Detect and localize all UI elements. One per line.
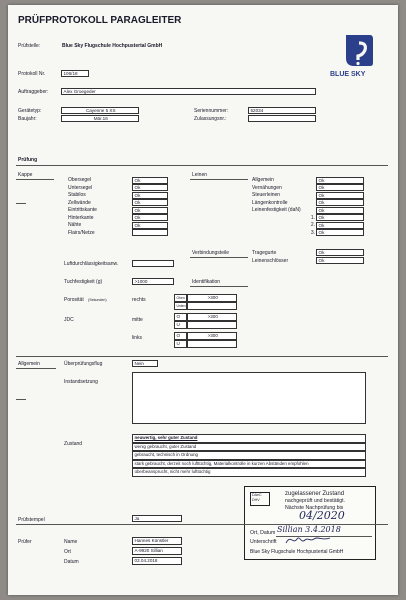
stamp-line-2: nachgeprüft und bestätigt. <box>285 498 345 504</box>
zustand-option: gebraucht, technisch in Ordnung <box>132 451 366 460</box>
mitte-label: mitte <box>132 317 143 323</box>
stamp-footer: Blue Sky Flugschule Hochpustertal GmbH <box>250 549 344 555</box>
kappe-item-value <box>132 229 168 236</box>
margin-mark <box>16 399 26 400</box>
tragegurte-label: Tragegurte <box>252 250 277 256</box>
zustand-option: neuwertig, sehr guter Zustand <box>132 434 366 443</box>
mitte-u-value <box>187 321 237 329</box>
approval-stamp <box>244 486 376 560</box>
kappe-item-value: Ok <box>132 192 168 199</box>
leinen-underline <box>190 179 248 180</box>
luftdurchlaessigkeit-field <box>132 260 174 267</box>
kappe-item-label: Obersegel <box>68 177 92 183</box>
mitte-value: >300 <box>187 313 237 321</box>
mitte-o-label: O <box>174 313 187 321</box>
tuchfestigkeit-label: Tuchfestigkeit (g) <box>64 279 103 285</box>
leinen-label: Leinen <box>192 172 208 178</box>
porositaet-unit: (Sekunden) <box>88 298 107 302</box>
next-check-handwritten: 04/2020 <box>299 509 345 522</box>
identifikation-underline <box>190 286 248 287</box>
divider <box>16 165 388 166</box>
stamp-unterschrift-label: Unterschrift <box>250 539 277 545</box>
protokoll-field: 106/18 <box>61 70 89 77</box>
instandsetzung-box <box>132 372 366 424</box>
zustand-option: wenig gebraucht, guter Zustand <box>132 443 366 452</box>
rechts-unten-value <box>187 302 237 310</box>
verbindungsteile-underline <box>190 257 248 258</box>
leinenschloesser-label: Leinenschlösser <box>252 258 289 264</box>
leinen-item-value: Ok <box>316 222 364 229</box>
kappe-item-value: Ok <box>132 184 168 191</box>
leinen-item-label: 1. <box>310 214 315 221</box>
kappe-item-value: Ok <box>132 207 168 214</box>
links-o-label: O <box>174 332 187 340</box>
divider <box>16 356 388 357</box>
luftdurchlaessigkeit-label: Luftdurchlässigkeitsanw. <box>64 261 119 267</box>
pruefstempel-label: Prüfstempel <box>18 517 45 523</box>
kappe-item-label: Zellwände <box>68 199 91 206</box>
links-u-label: U <box>174 340 187 348</box>
links-u-value <box>187 340 237 348</box>
pruefstelle-value: Blue Sky Flugschule Hochpustertal GmbH <box>62 43 163 49</box>
leinen-item-value: Ok <box>316 207 364 214</box>
rechts-oben-label: Oben <box>174 294 187 302</box>
geraetetyp-label: Gerätetyp: <box>18 108 42 114</box>
leinen-item-label: 3. <box>310 229 315 236</box>
logo-text: BLUE SKY <box>330 71 366 78</box>
baujahr-field: Mär.16 <box>61 115 139 122</box>
kappe-item-label: Stabilos <box>68 192 86 198</box>
leinen-item-label: Allgemein <box>252 177 274 183</box>
kappe-label: Kappe <box>18 172 33 178</box>
jdc-label: JDC <box>64 317 74 323</box>
kappe-item-label: Flairs/Netze <box>68 229 95 236</box>
seriennummer-field: 52034 <box>248 107 316 114</box>
mitte-u-label: U <box>174 321 187 329</box>
leinen-item-value: Ok <box>316 199 364 206</box>
stamp-line-3: Nächste Nachprüfung bis <box>285 505 344 511</box>
pruefer-label: Prüfer <box>18 539 32 545</box>
rechts-unten-label: Unten <box>174 302 187 310</box>
stamp-org-2: DHV <box>252 498 260 502</box>
leinen-item-value: Ok <box>316 184 364 191</box>
links-label: links <box>132 335 143 341</box>
allgemein-underline <box>16 368 56 369</box>
pruefstelle-label: Prüfstelle: <box>18 43 41 49</box>
leinen-item-label: Steuerleinen <box>252 192 281 198</box>
kappe-item-label: Nähte <box>68 222 82 228</box>
ueberpruefungsflug-label: Überprüfungsflug <box>64 361 103 367</box>
page-title: PRÜFPROTOKOLL PARAGLEITER <box>18 15 182 26</box>
auftraggeber-label: Auftraggeber: <box>18 89 49 95</box>
protokoll-label: Protokoll Nr. <box>18 71 46 77</box>
divider <box>16 524 388 525</box>
stamp-ort-datum-label: Ort, Datum <box>250 530 276 536</box>
kappe-item-value: Ok <box>132 214 168 221</box>
leinen-item-label: 2. <box>310 222 315 228</box>
baujahr-label: Baujahr: <box>18 116 37 122</box>
leinen-item-label: Längenkontrolle <box>252 199 288 206</box>
pruefer-name-field: Hannes Künstler <box>132 537 182 545</box>
kappe-item-value: Ok <box>132 177 168 184</box>
tragegurte-field: Ok <box>316 249 364 256</box>
zulassung-field <box>248 115 316 122</box>
ueberpruefungsflug-field: Nein <box>132 360 158 367</box>
name-label: Name <box>64 539 78 545</box>
zulassung-label: Zulassungsnr.: <box>194 116 227 122</box>
porositaet-label: Porosität <box>64 297 84 303</box>
margin-mark <box>16 203 26 204</box>
leinenschloesser-field: Ok <box>316 257 364 264</box>
zustand-option: überbeansprucht, nicht mehr lufttüchtig <box>132 468 366 477</box>
identifikation-label: Identifikation <box>192 279 221 285</box>
instandsetzung-label: Instandsetzung <box>64 379 98 385</box>
allgemein-label: Allgemein <box>18 361 40 367</box>
seriennummer-label: Seriennummer: <box>194 108 229 114</box>
pruefstempel-field: Ja <box>132 515 182 522</box>
leinen-item-value: Ok <box>316 214 364 221</box>
ort-label: Ort <box>64 549 71 555</box>
pruefung-heading: Prüfung <box>18 157 38 163</box>
rechts-label: rechts <box>132 297 146 303</box>
geraetetyp-field: Cayenne 5 XS <box>61 107 139 114</box>
leinen-item-value: Ok <box>316 229 364 236</box>
kappe-item-label: Untersegel <box>68 184 93 191</box>
ort-datum-handwritten: Sillian 3.4.2018 <box>277 525 341 534</box>
signature-scribble <box>285 533 331 547</box>
links-value: >300 <box>187 332 237 340</box>
leinen-item-label: Vernähungen <box>252 184 282 191</box>
tuchfestigkeit-field: >1000 <box>132 278 174 285</box>
leinen-item-value: Ok <box>316 192 364 199</box>
pruefer-datum-field: 03.04.2018 <box>132 557 182 565</box>
datum-label: Datum <box>64 559 79 565</box>
kappe-item-value: Ok <box>132 222 168 229</box>
pruefer-ort-field: A-9920 Sillian <box>132 547 182 555</box>
stamp-line-1: zugelassener Zustand <box>285 491 345 497</box>
protocol-sheet <box>8 5 398 595</box>
kappe-underline <box>16 179 54 180</box>
rechts-value: >300 <box>187 294 237 302</box>
verbindungsteile-label: Verbindungsteile <box>192 250 229 256</box>
kappe-item-label: Eintrittskante <box>68 207 97 213</box>
zustand-label: Zustand <box>64 441 83 447</box>
kappe-item-label: Hinterkante <box>68 214 94 221</box>
leinen-item-value: Ok <box>316 177 364 184</box>
kappe-item-value: Ok <box>132 199 168 206</box>
zustand-option: stark gebraucht, derzeit noch lufttüchtig, Materialkontrolle in kurzen Abständen empfohlen <box>132 460 366 469</box>
stamp-org-1: DAeC <box>252 493 262 497</box>
leinen-item-label: Leinenfestigkeit (daN) <box>252 207 301 213</box>
auftraggeber-field: Alex Groegeder <box>61 88 316 95</box>
blue-sky-logo-icon <box>342 33 374 67</box>
